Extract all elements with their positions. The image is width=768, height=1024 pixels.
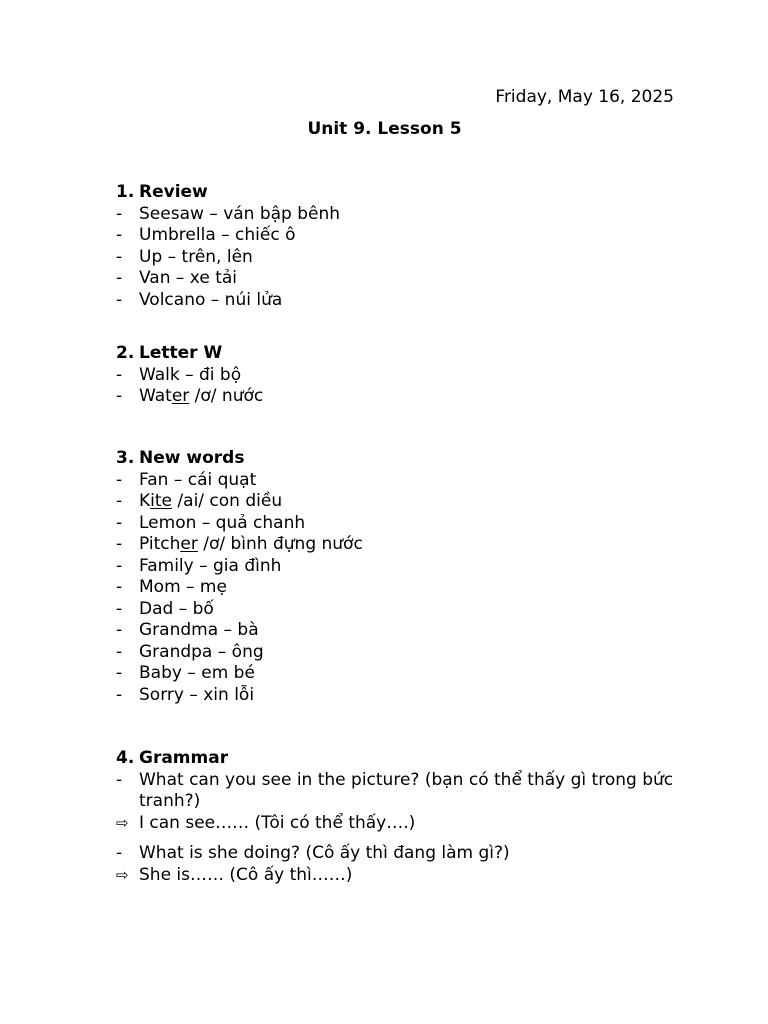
- list-item: [116, 599, 676, 621]
- section-heading-text: Letter W: [139, 343, 223, 363]
- title-text: Unit 9. Lesson 5: [307, 119, 462, 139]
- section-heading: [116, 448, 676, 470]
- list-item-text: Sorry – xin lỗi: [139, 684, 255, 705]
- list-item-text: Fan – cái quạt: [139, 469, 257, 490]
- question-item: [116, 843, 676, 865]
- list-item: [116, 491, 676, 513]
- dash-bullet: -: [116, 684, 123, 705]
- list-item-text: Van – xe tải: [139, 268, 238, 288]
- list-item-text: Dad – bố: [139, 598, 214, 619]
- dash-bullet: -: [116, 512, 123, 533]
- section-heading-text: New words: [139, 448, 245, 468]
- dash-bullet: -: [116, 268, 123, 288]
- section-number: 4.: [116, 748, 135, 768]
- list-item: [116, 268, 676, 290]
- dash-bullet: -: [116, 663, 123, 683]
- arrow-right-icon: ⇨: [116, 813, 129, 832]
- list-item: [116, 685, 676, 707]
- list-item: [116, 663, 676, 685]
- question-text: What is she doing? (Cô ấy thì đang làm gì?): [139, 843, 510, 863]
- list-item: [116, 386, 676, 408]
- word-part: /ai/ con diều: [172, 491, 283, 511]
- question-text: What can you see in the picture? (bạn có thể thấy gì trong bức tranh?): [139, 769, 674, 811]
- arrow-right-icon: ⇨: [116, 865, 129, 884]
- section-heading: [116, 343, 676, 365]
- dash-bullet: -: [116, 843, 123, 863]
- list-item: [116, 204, 676, 226]
- dash-bullet: -: [116, 469, 123, 490]
- answer-text: She is…… (Cô ấy thì……): [139, 864, 353, 885]
- answer-item: [116, 813, 676, 835]
- word-part: Pitch: [139, 534, 181, 554]
- section-letter-w: [116, 343, 676, 408]
- dash-bullet: -: [116, 534, 123, 554]
- dash-bullet: -: [116, 555, 123, 576]
- list-item-text: Up – trên, lên: [139, 246, 253, 267]
- list-item-text: Seesaw – ván bập bênh: [139, 203, 341, 224]
- list-item-text: Family – gia đình: [139, 555, 282, 576]
- list-item-text: Baby – em bé: [139, 663, 255, 683]
- dash-bullet: -: [116, 203, 123, 224]
- word-part: /ơ/ bình đựng nước: [197, 534, 363, 554]
- list-item-text: Volcano – núi lửa: [139, 289, 283, 310]
- list-item-text: Walk – đi bộ: [139, 364, 242, 385]
- list-item-text: Lemon – quả chanh: [139, 512, 306, 533]
- list-item: [116, 642, 676, 664]
- dash-bullet: -: [116, 620, 123, 640]
- question-item: [116, 770, 676, 813]
- spacer: [116, 834, 676, 843]
- dash-bullet: -: [116, 769, 123, 790]
- underlined-sound: er: [171, 386, 190, 406]
- list-item: [116, 225, 676, 247]
- dash-bullet: -: [116, 386, 123, 406]
- section-grammar: [116, 748, 676, 886]
- list-item: [116, 534, 676, 556]
- word-part: Wat: [139, 386, 172, 406]
- answer-item: [116, 865, 676, 887]
- list-item: [116, 620, 676, 642]
- list-item: [116, 556, 676, 578]
- word-part: /ơ/ nước: [189, 386, 264, 406]
- dash-bullet: -: [116, 246, 123, 267]
- list-item-text: Mom – mẹ: [139, 577, 227, 597]
- section-heading-text: Grammar: [139, 748, 229, 768]
- section-heading: [116, 748, 676, 770]
- section-number: 3.: [116, 448, 135, 468]
- list-item: [116, 247, 676, 269]
- answer-text: I can see…… (Tôi có thể thấy….): [139, 812, 416, 833]
- section-number: 2.: [116, 343, 135, 363]
- dash-bullet: -: [116, 598, 123, 619]
- dash-bullet: -: [116, 491, 123, 511]
- date-line: Friday, May 16, 2025: [495, 87, 674, 107]
- dash-bullet: -: [116, 289, 123, 310]
- dash-bullet: -: [116, 364, 123, 385]
- section-number: 1.: [116, 182, 135, 202]
- list-item: [116, 513, 676, 535]
- section-new-words: [116, 448, 676, 706]
- list-item-text: Grandpa – ông: [139, 641, 264, 662]
- dash-bullet: -: [116, 641, 123, 662]
- section-review: [116, 182, 676, 311]
- underlined-sound: ite: [150, 491, 173, 511]
- list-item: [116, 365, 676, 387]
- word-part: K: [139, 491, 151, 511]
- list-item: [116, 470, 676, 492]
- dash-bullet: -: [116, 577, 123, 597]
- page-title: [0, 118, 768, 140]
- list-item-text: Umbrella – chiếc ô: [139, 225, 296, 245]
- list-item: [116, 290, 676, 312]
- list-item: [116, 577, 676, 599]
- dash-bullet: -: [116, 225, 123, 245]
- section-heading: [116, 182, 676, 204]
- section-heading-text: Review: [139, 182, 208, 202]
- underlined-sound: er: [180, 534, 198, 554]
- list-item-text: Grandma – bà: [139, 620, 259, 640]
